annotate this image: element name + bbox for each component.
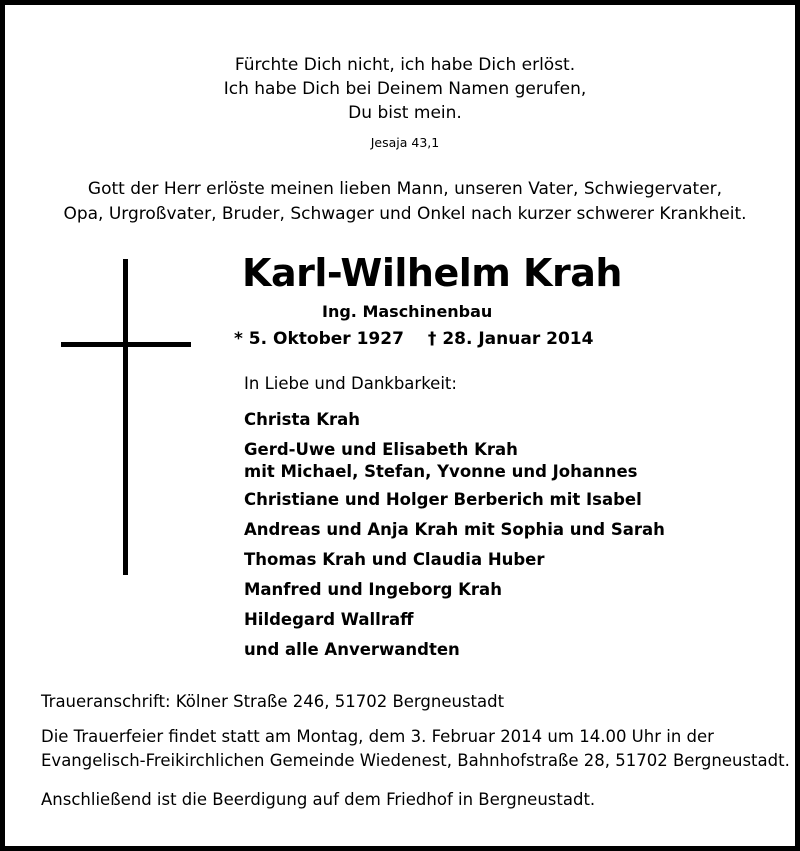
verse-line-1: Fürchte Dich nicht, ich habe Dich erlöst. [234,55,576,75]
mourner-entry: Thomas Krah und Claudia Huber [244,550,545,569]
mourning-address: Traueranschrift: Kölner Straße 246, 51702 Bergneustadt [41,692,505,711]
birth-date: * 5. Oktober 1927 [234,329,404,349]
deceased-profession: Ing. Maschinenbau [322,302,493,321]
intro-line-2: Opa, Urgroßvater, Bruder, Schwager und Onkel nach kurzer schwerer Krankheit. [63,204,747,224]
verse-line-3: Du bist mein. [348,103,462,123]
intro-line-1: Gott der Herr erlöste meinen lieben Mann, unseren Vater, Schwiegervater, [87,179,723,199]
ceremony-line-1: Die Trauerfeier findet statt am Montag, dem 3. Februar 2014 um 14.00 Uhr in der [41,727,714,746]
life-dates [234,329,593,349]
verse-line-2: Ich habe Dich bei Deinem Namen gerufen, [223,79,587,99]
cross-horizontal-bar [61,342,191,347]
mourner-entry: Hildegard Wallraff [244,610,414,629]
mourner-entry: Gerd-Uwe und Elisabeth Krah [244,440,518,459]
mourner-entry: Christa Krah [244,410,361,429]
mourner-entry: Christiane und Holger Berberich mit Isabel [244,490,642,509]
cross-vertical-bar [123,259,128,575]
death-date: † 28. Januar 2014 [427,329,594,349]
burial-info: Anschließend ist die Beerdigung auf dem Friedhof in Bergneustadt. [41,790,596,809]
mourner-entry-children: mit Michael, Stefan, Yvonne und Johannes [244,462,638,481]
verse-source: Jesaja 43,1 [370,135,440,150]
mourner-entry: und alle Anverwandten [244,640,460,659]
mourner-entry: Andreas und Anja Krah mit Sophia und Sarah [244,520,665,539]
mourners-heading: In Liebe und Dankbarkeit: [244,374,457,393]
deceased-name: Karl-Wilhelm Krah [242,251,622,295]
mourner-entry-group [244,439,665,483]
ceremony-line-2: Evangelisch-Freikirchlichen Gemeinde Wiedenest, Bahnhofstraße 28, 51702 Bergneustadt. [41,751,790,770]
mourners-list [244,409,665,669]
mourner-entry: Manfred und Ingeborg Krah [244,580,502,599]
